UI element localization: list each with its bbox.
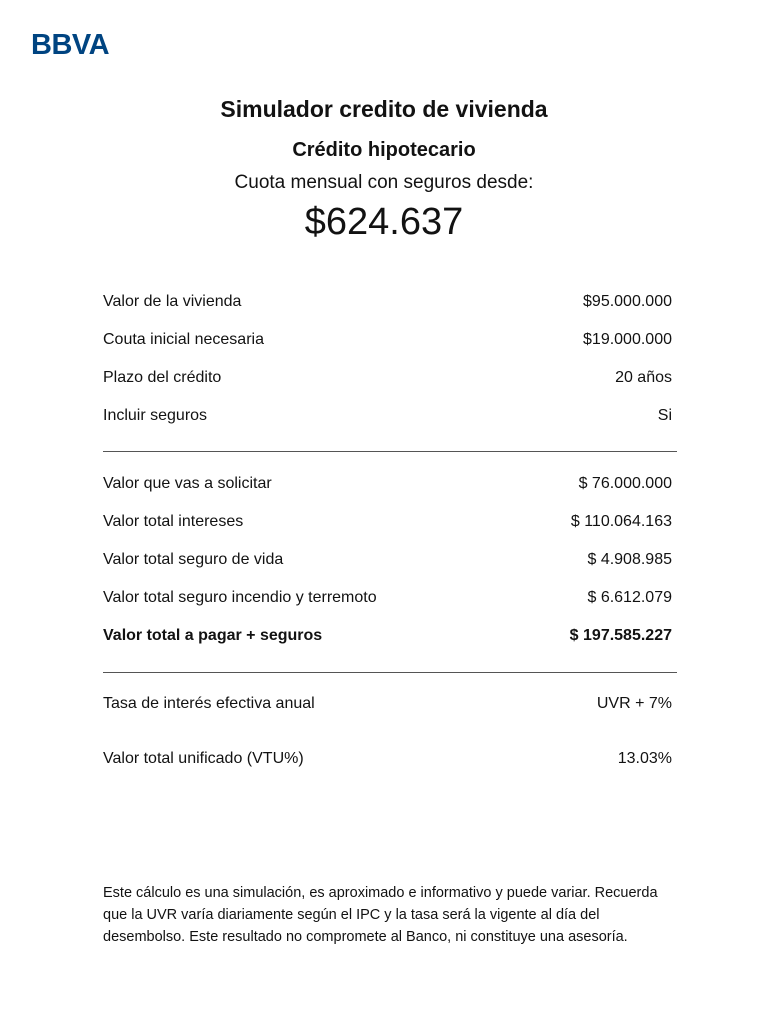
- summary-row-interest-rate: [103, 692, 672, 716]
- row-value: $ 6.612.079: [587, 589, 672, 606]
- summary-row-total-payment: [103, 624, 672, 648]
- row-label: Valor total intereses: [103, 513, 244, 530]
- disclaimer-text: Este cálculo es una simulación, es aproximado e informativo y puede variar. Recuerda que la UVR varía diariamente según el IPC y la tasa será la vigente al día del desembolso. Este resultado no compromete al Banco, ni constituye una asesoría.: [103, 885, 658, 945]
- summary-row-term: [103, 366, 672, 390]
- row-label: Valor total unificado (VTU%): [103, 750, 304, 767]
- summary-row-vtu: [103, 747, 672, 771]
- row-value: Si: [657, 407, 672, 424]
- row-label: Valor total a pagar + seguros: [103, 627, 323, 644]
- row-value: $ 197.585.227: [569, 627, 672, 644]
- summary-row-total-interest: [103, 510, 672, 534]
- row-value: 13.03%: [617, 750, 672, 767]
- section-divider: [103, 672, 677, 673]
- row-value: UVR + 7%: [596, 695, 672, 712]
- page-title: Simulador credito de vivienda: [220, 96, 548, 122]
- row-value: $ 4.908.985: [587, 551, 672, 568]
- summary-row-insurance: [103, 404, 672, 428]
- summary-row-requested-amount: [103, 472, 672, 496]
- row-label: Incluir seguros: [103, 407, 208, 424]
- row-label: Tasa de interés efectiva anual: [103, 695, 315, 712]
- summary-row-down-payment: [103, 328, 672, 352]
- bbva-logo: [31, 28, 125, 58]
- row-label: Valor que vas a solicitar: [103, 475, 272, 492]
- bbva-logo-text: BBVA: [31, 29, 110, 58]
- row-value: $ 110.064.163: [570, 513, 672, 530]
- row-value: $19.000.000: [583, 331, 672, 348]
- row-value: $95.000.000: [583, 293, 672, 310]
- row-label: Valor de la vivienda: [103, 293, 242, 310]
- row-label: Valor total seguro de vida: [103, 551, 284, 568]
- row-label: Plazo del crédito: [103, 369, 222, 386]
- monthly-fee-amount: $624.637: [304, 201, 464, 243]
- row-value: $ 76.000.000: [578, 475, 672, 492]
- row-value: 20 años: [615, 369, 672, 386]
- summary-row-fire-earthquake-insurance: [103, 586, 672, 610]
- row-label: Couta inicial necesaria: [103, 331, 264, 348]
- summary-row-life-insurance: [103, 548, 672, 572]
- row-label: Valor total seguro incendio y terremoto: [103, 589, 377, 606]
- page-subtitle: Crédito hipotecario: [292, 139, 476, 161]
- section-divider: [103, 451, 677, 452]
- summary-row-home-value: [103, 290, 672, 314]
- monthly-fee-label: Cuota mensual con seguros desde:: [234, 172, 534, 193]
